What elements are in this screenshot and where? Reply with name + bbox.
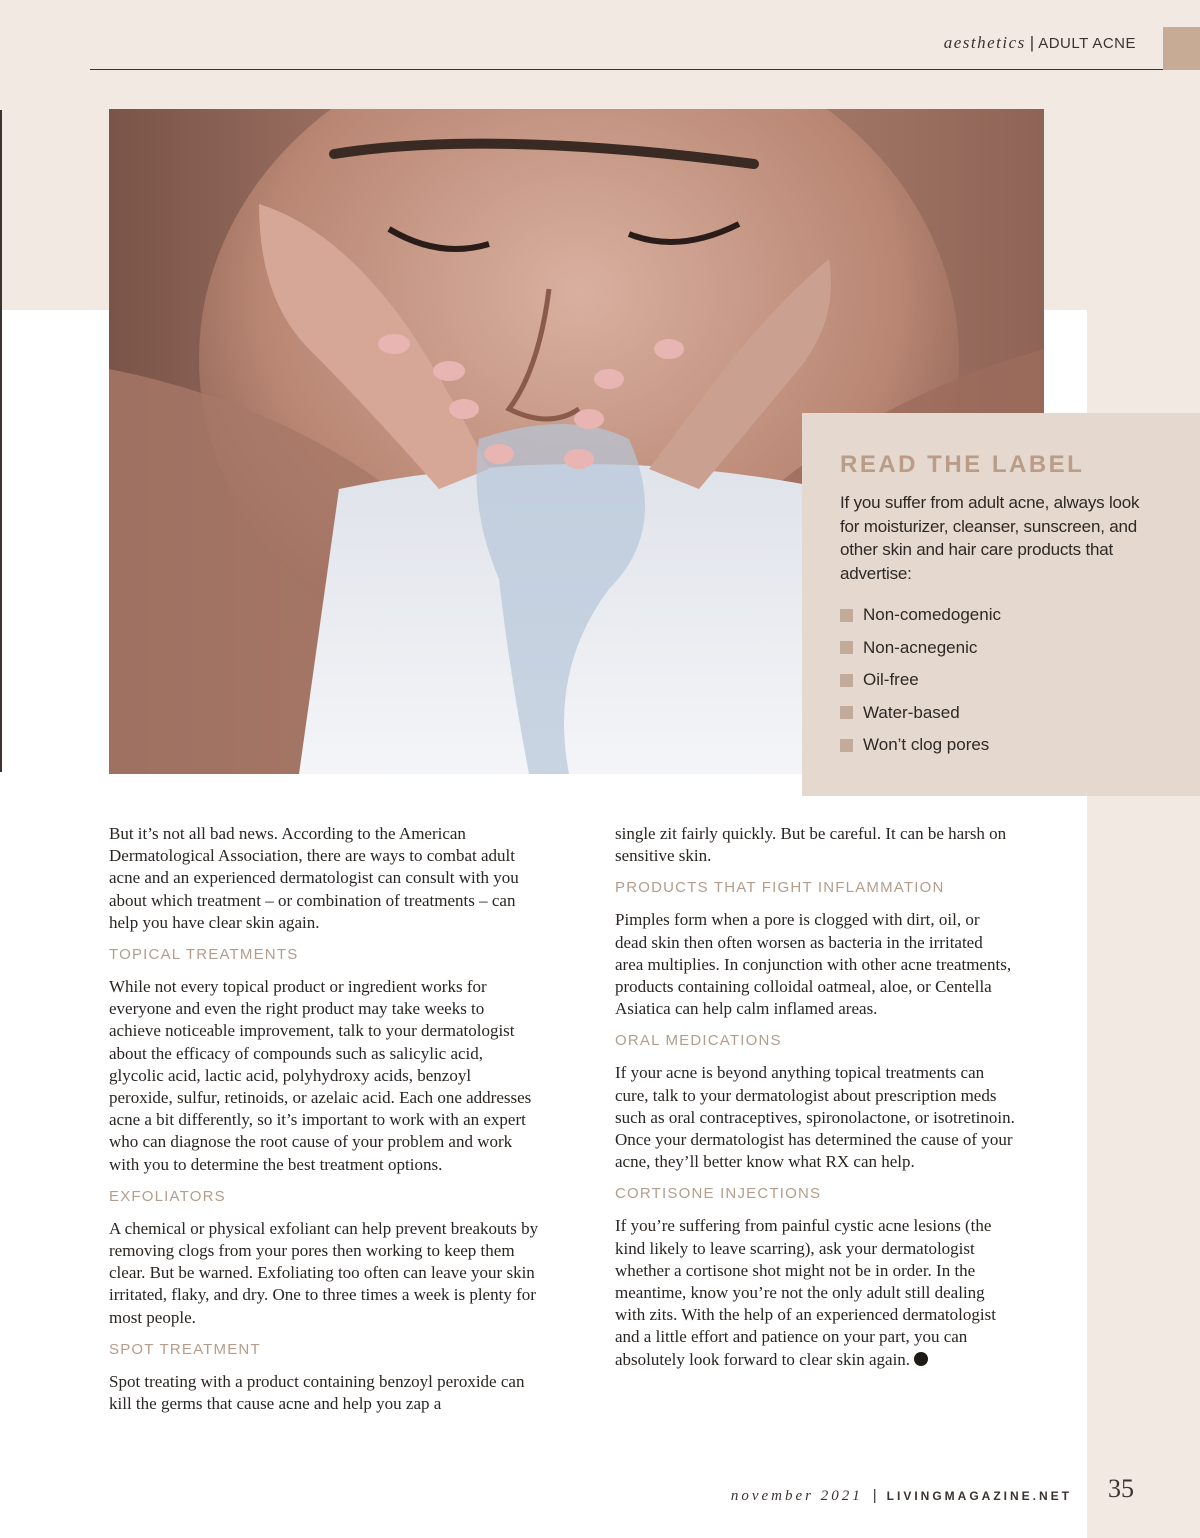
- cortisone-paragraph: [615, 1215, 1015, 1370]
- page-footer: [731, 1487, 1072, 1505]
- header-tab: [1163, 27, 1200, 70]
- sidebar-item-label: Non-comedogenic: [863, 605, 1001, 625]
- oral-heading: ORAL MEDICATIONS: [615, 1032, 782, 1050]
- square-bullet-icon: [840, 609, 853, 622]
- issue-date: november 2021: [730, 1488, 863, 1504]
- page-number: 35: [1108, 1474, 1134, 1503]
- article-intro: But it’s not all bad news. According to the American Dermatological Association, there are ways to combat adult acne and an experienced dermatologist can consult with you about which treatment – or combination of treatments – can help you have clear skin again.: [109, 824, 519, 932]
- spot-heading: SPOT TREATMENT: [109, 1340, 261, 1358]
- cortisone-body: If you’re suffering from painful cystic acne lesions (the kind likely to leave scarring), ask your dermatologist whether a cortisone shot might not be in order. In the meantime, know you’re not the only adult still dealing with zits. With the help of an experienced dermatologist and a little effort and patience on your part, you can absolutely look forward to clear skin again.: [615, 1216, 996, 1369]
- sidebar-item-label: Won’t clog pores: [863, 735, 990, 755]
- sidebar-list-item: [840, 664, 1162, 697]
- square-bullet-icon: [840, 674, 853, 687]
- read-the-label-sidebar: [802, 413, 1200, 796]
- spot-body: Spot treating with a product containing benzoyl peroxide can kill the germs that cause acne and help you zap a: [109, 1371, 525, 1414]
- sidebar-list-item: [840, 599, 1162, 632]
- running-header: [944, 33, 1136, 53]
- sidebar-list-item: [840, 632, 1162, 665]
- oral-body: If your acne is beyond anything topical treatments can cure, talk to your dermatologist about prescription meds such as oral contraceptives, spironolactone, or isotretinoin. Once your dermatologist has determined the cause of your acne, they’ll better know what RX can help.: [615, 1063, 1015, 1172]
- square-bullet-icon: [840, 739, 853, 752]
- topical-body: While not every topical product or ingredient works for everyone and even the right product may take weeks to achieve noticeable improvement, talk to your dermatologist about the efficacy of compounds such as salicylic acid, glycolic acid, lactic acid, polyhydroxy acids, benzoyl peroxide, sulfur, retinoids, or azelaic acid. Each one addresses acne a bit differently, so it’s important to work with an expert who can diagnose the root cause of your problem and work with you to determine the best treatment options.: [109, 977, 532, 1174]
- sidebar-list: [840, 599, 1162, 762]
- square-bullet-icon: [840, 641, 853, 654]
- header-rule: [90, 69, 1163, 70]
- article-column-left: [109, 823, 539, 1415]
- exfoliators-body: A chemical or physical exfoliant can help prevent breakouts by removing clogs from your pores then working to keep them clear. But be warned. Exfoliating too often can leave your skin irritated, flaky, and dry. One to three times a week is plenty for most people.: [109, 1218, 539, 1327]
- topical-heading: TOPICAL TREATMENTS: [109, 946, 299, 964]
- sidebar-item-label: Water-based: [863, 702, 960, 722]
- sidebar-list-item: [840, 697, 1162, 730]
- header-separator: |: [1029, 33, 1035, 52]
- square-bullet-icon: [840, 706, 853, 719]
- topic-name: ADULT ACNE: [1038, 35, 1136, 52]
- sidebar-intro: If you suffer from adult acne, always look for moisturizer, cleanser, sunscreen, and other skin and hair care products that advertise:: [840, 493, 1140, 583]
- sidebar-item-label: Non-acnegenic: [863, 637, 978, 657]
- section-name: aesthetics: [943, 33, 1026, 52]
- spot-body-continued: single zit fairly quickly. But be careful. It can be harsh on sensitive skin.: [615, 824, 1007, 866]
- footer-separator: |: [872, 1487, 877, 1504]
- end-mark-icon: [914, 1352, 928, 1366]
- inflammation-body: Pimples form when a pore is clogged with dirt, oil, or dead skin then often worsen as bacteria in the irritated area multiplies. In conjunction with other acne treatments, products containing colloidal oatmeal, aloe, or Centella Asiatica can help calm inflamed areas.: [615, 910, 1012, 1019]
- sidebar-title: READ THE LABEL: [840, 451, 1085, 478]
- inflammation-heading: PRODUCTS THAT FIGHT INFLAMMATION: [615, 879, 945, 897]
- article-column-right: [615, 823, 1015, 1371]
- sidebar-item-label: Oil-free: [863, 670, 919, 690]
- sidebar-list-item: [840, 729, 1162, 762]
- exfoliators-heading: EXFOLIATORS: [109, 1187, 226, 1205]
- cortisone-heading: CORTISONE INJECTIONS: [615, 1185, 822, 1203]
- website-link[interactable]: LIVINGMAGAZINE.NET: [886, 1489, 1072, 1503]
- left-rule: [0, 110, 2, 772]
